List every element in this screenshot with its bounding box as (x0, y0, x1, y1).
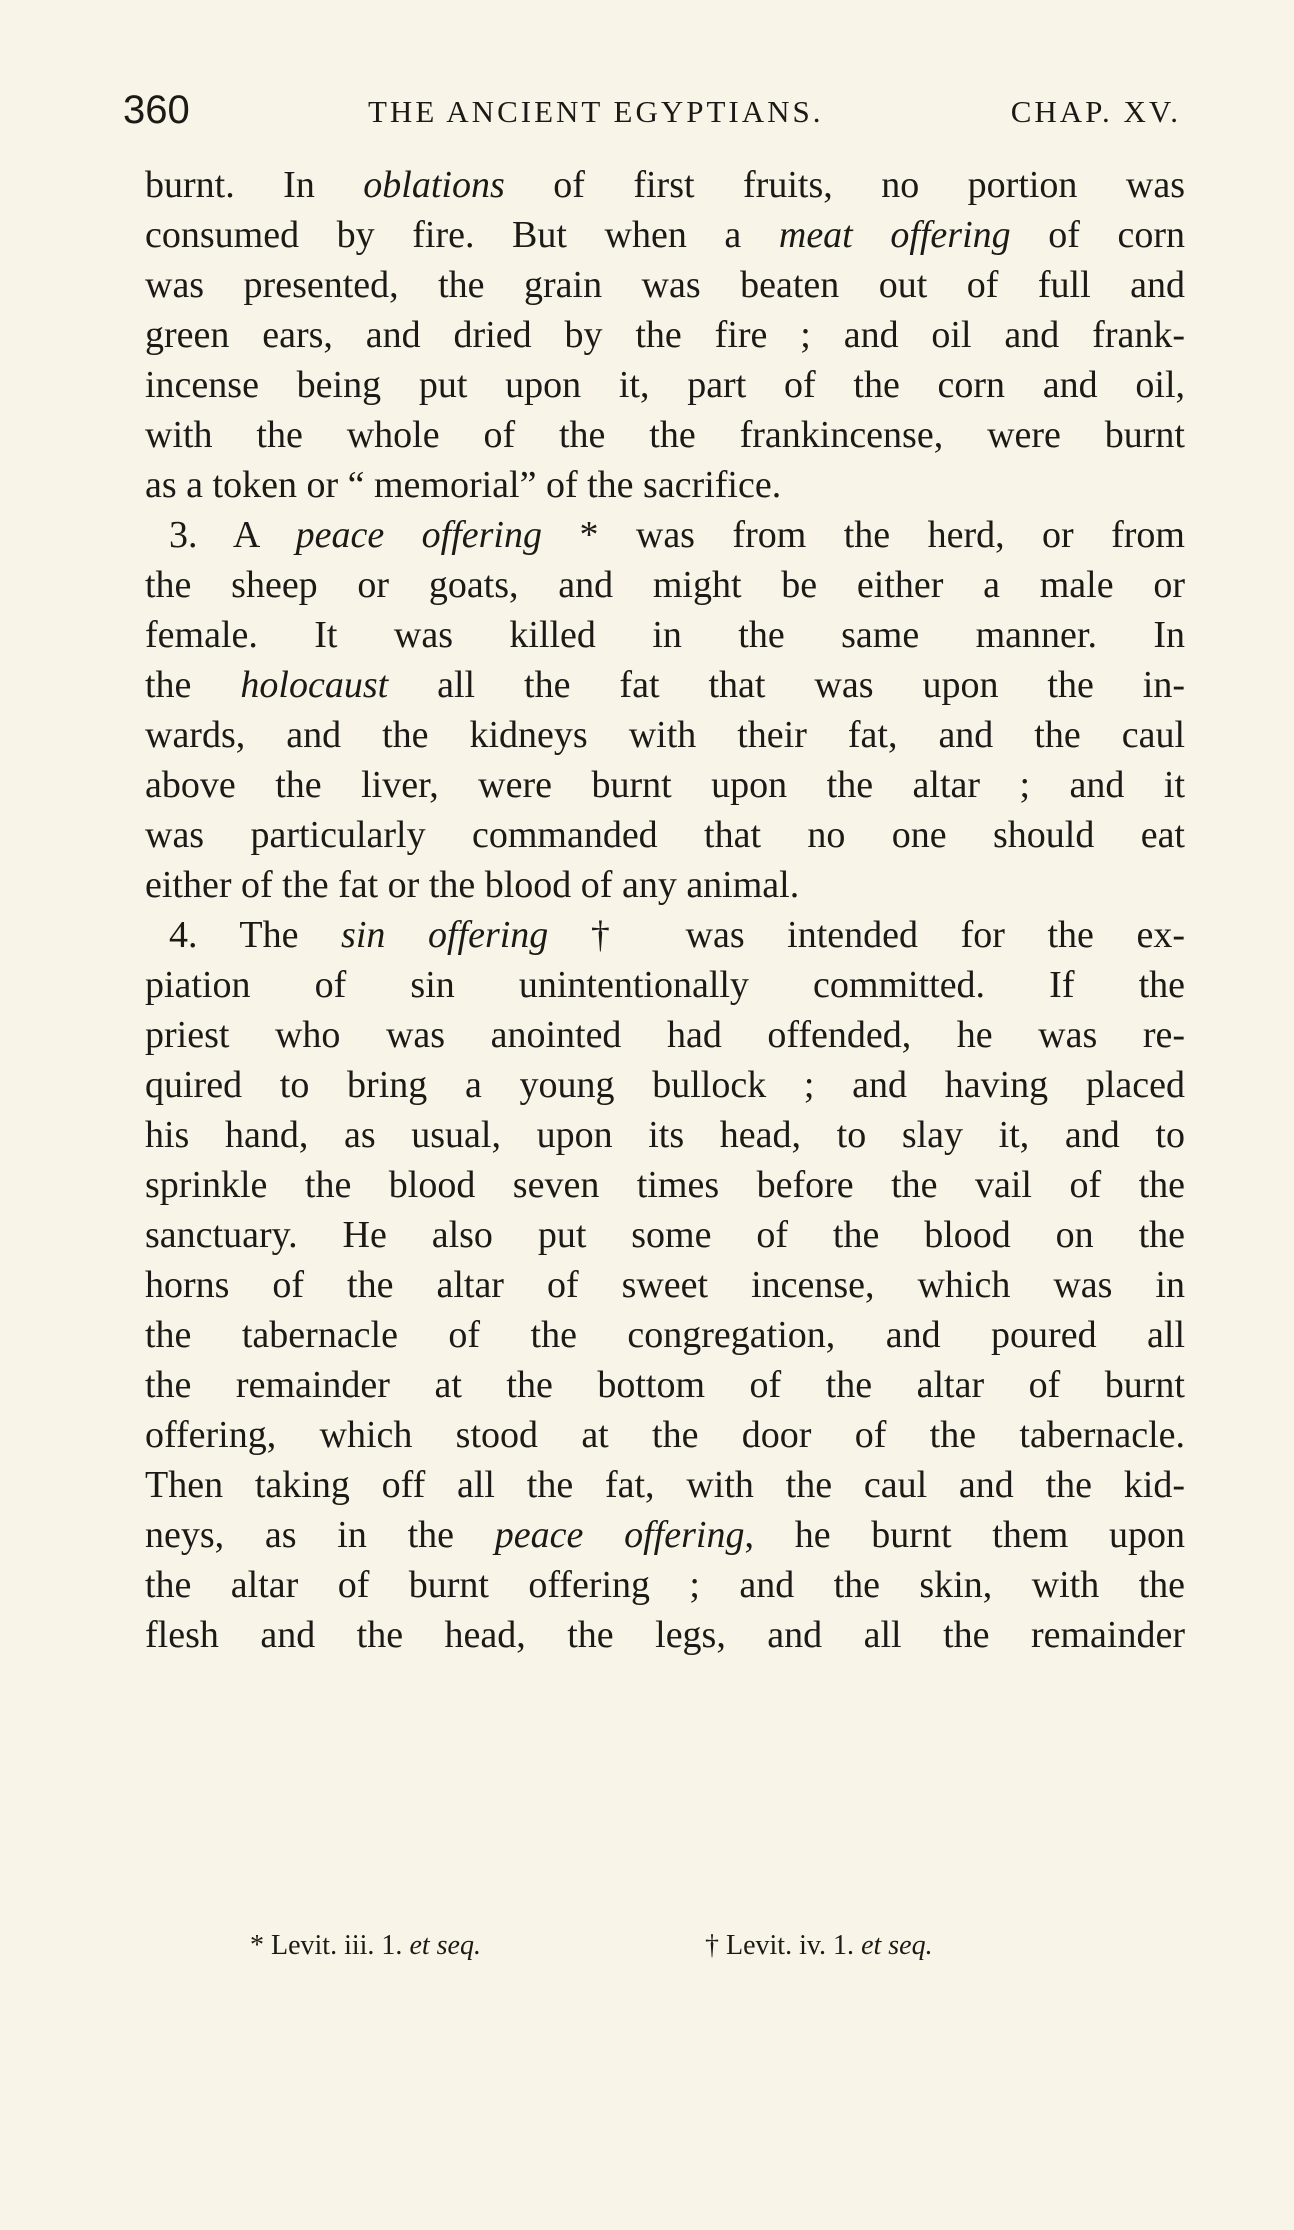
page-number: 360 (123, 88, 190, 132)
text-line: either of the fat or the blood of any animal. (145, 864, 800, 906)
text-line: priest who was anointed had offended, he was re- (145, 1014, 1185, 1056)
text-line: 4. The sin offering † was intended for the ex- (169, 914, 1185, 956)
text-line: burnt. In oblations of first fruits, no portion was (145, 164, 1185, 206)
text-line: consumed by fire. But when a meat offering of corn (145, 214, 1185, 256)
text-line: 3. A peace offering * was from the herd, or from (169, 514, 1185, 556)
text-line: the holocaust all the fat that was upon the in- (145, 664, 1185, 706)
text-line: the tabernacle of the congregation, and poured all (145, 1314, 1185, 1356)
text-line: was particularly commanded that no one should eat (145, 814, 1185, 856)
text-line: wards, and the kidneys with their fat, and the caul (145, 714, 1185, 756)
footnote-levit-iv: † Levit. iv. 1. et seq. (705, 1930, 933, 1961)
body-text (145, 160, 1185, 1660)
text-line: with the whole of the the frankincense, were burnt (145, 414, 1185, 456)
text-line: piation of sin unintentionally committed. If the (145, 964, 1185, 1006)
text-line: the remainder at the bottom of the altar of burnt (145, 1364, 1185, 1406)
text-line: the altar of burnt offering ; and the skin, with the (145, 1564, 1185, 1606)
text-line: offering, which stood at the door of the tabernacle. (145, 1414, 1185, 1456)
footnote-levit-iii: * Levit. iii. 1. et seq. (250, 1930, 481, 1961)
chapter-label: CHAP. XV. (1010, 94, 1181, 129)
text-line: green ears, and dried by the fire ; and oil and frank- (145, 314, 1185, 356)
text-line: sprinkle the blood seven times before the vail of the (145, 1164, 1185, 1206)
text-line: female. It was killed in the same manner. In (145, 614, 1185, 656)
text-line: horns of the altar of sweet incense, which was in (145, 1264, 1185, 1306)
text-line: incense being put upon it, part of the corn and oil, (145, 364, 1185, 406)
text-line: the sheep or goats, and might be either a male or (145, 564, 1185, 606)
text-line: his hand, as usual, upon its head, to slay it, and to (145, 1114, 1185, 1156)
text-line: quired to bring a young bullock ; and having placed (145, 1064, 1185, 1106)
book-title: THE ANCIENT EGYPTIANS. (368, 94, 824, 129)
text-line: flesh and the head, the legs, and all the remainder (145, 1614, 1185, 1656)
text-line: Then taking off all the fat, with the caul and the kid- (145, 1464, 1185, 1506)
text-line: as a token or “ memorial” of the sacrifice. (145, 464, 782, 506)
text-line: sanctuary. He also put some of the blood on the (145, 1214, 1185, 1256)
text-line: was presented, the grain was beaten out of full and (145, 264, 1185, 306)
text-line: neys, as in the peace offering, he burnt them upon (145, 1514, 1185, 1556)
text-line: above the liver, were burnt upon the altar ; and it (145, 764, 1185, 806)
running-head (123, 88, 1181, 138)
